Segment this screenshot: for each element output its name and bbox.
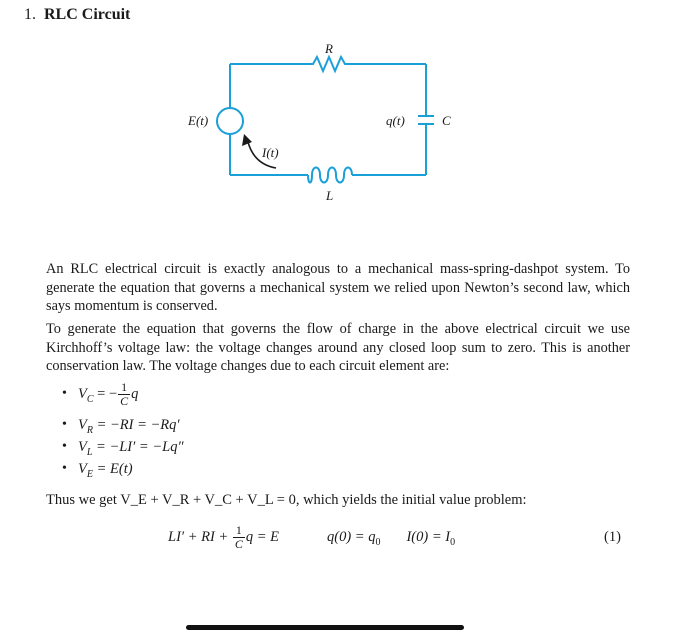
equation-ve: • $V_E = E(t)$: [60, 458, 183, 480]
section-heading: [24, 6, 130, 24]
inductor-coil: [308, 168, 352, 183]
label-L: L: [326, 188, 334, 203]
label-I: I(t): [262, 145, 279, 160]
initial-value-problem: LI′ + RI + $\frac{1}{C}$ q = E $q(0) = q_0$ $I(0) = I_0$: [168, 523, 456, 552]
label-R: R: [325, 41, 333, 56]
label-q: q(t): [386, 113, 405, 128]
equation-vl: • $V_L = -LI' = -Lq''$: [60, 436, 183, 458]
voltage-source: [217, 108, 243, 134]
home-indicator[interactable]: [186, 625, 464, 630]
rlc-circuit-diagram: [180, 38, 460, 208]
equation-number: (1): [604, 529, 621, 545]
kvl-sum-sentence: Thus we get V_E + V_R + V_C + V_L = 0, which yields the initial value problem:: [46, 492, 527, 508]
current-arrowhead: [242, 134, 252, 146]
voltage-equation-list: [60, 374, 183, 480]
section-number: 1.: [24, 6, 36, 23]
equation-vc: • $V_C$ = − $\frac{1}{C}$ q: [60, 374, 183, 414]
equation-vr: • $V_R = -RI = -Rq'$: [60, 414, 183, 436]
paragraph-kirchhoff: To generate the equation that governs the flow of charge in the above electrical circuit we use Kirchhoff’s voltage law: the voltage changes around any closed loop sum to zero. This is another conservation law. The voltage changes due to each circuit element are:: [46, 321, 630, 375]
paragraph-analogy: An RLC electrical circuit is exactly analogous to a mechanical mass-spring-dashpot system. To generate the equation that governs a mechanical system we relied upon Newton’s second law, which says momentum is conserved.: [46, 261, 630, 315]
top-wire: [230, 57, 426, 71]
section-title: RLC Circuit: [44, 6, 131, 23]
label-C: C: [442, 113, 451, 128]
label-E: E(t): [188, 113, 209, 128]
